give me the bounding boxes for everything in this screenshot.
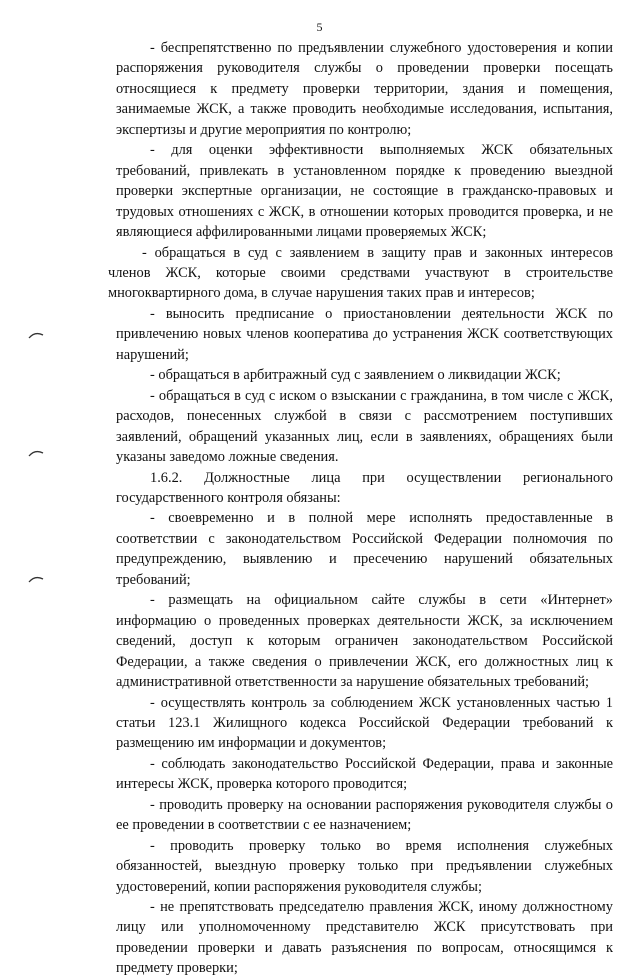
paragraph: - осуществлять контроль за соблюдением ЖСК установленных частью 1 статьи 123.1 Жилищного кодекса Российской Федерации требований к размещению им информации и документов; [116,694,613,752]
paragraph: - размещать на официальном сайте службы в сети «Интернет» информацию о проведенных проверках деятельности ЖСК, за исключением сведений, доступ к которым ограничен законодательством Российской Федерации, а также сведения о привлечении ЖСК, его должностных лиц к административной ответственности за нарушение обязательных требований; [116,592,613,691]
paragraph: - обращаться в суд с заявлением в защиту прав и законных интересов членов ЖСК, которые своими средствами участвуют в строительстве многоквартирного дома, в случае нарушения таких прав и интересов; [108,244,613,302]
paragraph: - для оценки эффективности выполняемых ЖСК обязательных требований, привлекать в установленном порядке к проведению выездной проверки экспертные организации, не состоящие в гражданско-правовых и трудовых отношениях с ЖСК, в отношении которых проводится проверка, и не являющиеся аффилированными лицами проверяемых ЖСК; [116,142,613,241]
page-number: 5 [316,20,323,34]
margin-mark [28,330,44,340]
paragraph: - соблюдать законодательство Российской Федерации, права и законные интересы ЖСК, проверка которого проводится; [116,755,613,793]
margin-mark [28,448,44,458]
paragraph: - своевременно и в полной мере исполнять предоставленные в соответствии с законодательством Российской Федерации полномочия по предупреждению, выявлению и пресечению нарушений обязательных требований; [116,510,613,588]
paragraph: - не препятствовать председателю правления ЖСК, иному должностному лицу или уполномоченному представителю ЖСК присутствовать при проведении проверки и давать разъяснения по вопросам, относящимся к предмету проверки; [116,899,613,977]
paragraph: - обращаться в суд с иском о взыскании с гражданина, в том числе с ЖСК, расходов, понесенных службой в связи с рассмотрением поступивших заявлений, обращений указанных лиц, если в заявлениях, обращениях были указаны заведомо ложные сведения. [116,387,613,466]
paragraph: 1.6.2. Должностные лица при осуществлении регионального государственного контроля обязаны: [116,469,613,506]
document-body [108,38,613,979]
paragraph: - беспрепятственно по предъявлении служебного удостоверения и копии распоряжения руководителя службы о проведении проверки посещать относящиеся к предмету проверки территории, здания и помещения, занимаемые ЖСК, а также проводить необходимые исследования, испытания, экспертизы и другие мероприятия по контролю; [116,40,613,138]
paragraph: - проводить проверку на основании распоряжения руководителя службы о ее проведении в соответствии с ее назначением; [116,796,613,834]
paragraph: - проводить проверку только во время исполнения служебных обязанностей, выездную проверку только при предъявлении служебных удостоверений, копии распоряжения руководителя службы; [116,837,613,895]
paragraph: - выносить предписание о приостановлении деятельности ЖСК по привлечению новых членов кооператива до устранения ЖСК соответствующих нарушений; [116,305,613,363]
margin-mark [28,574,44,584]
paragraph: - обращаться в арбитражный суд с заявлением о ликвидации ЖСК; [150,367,561,384]
